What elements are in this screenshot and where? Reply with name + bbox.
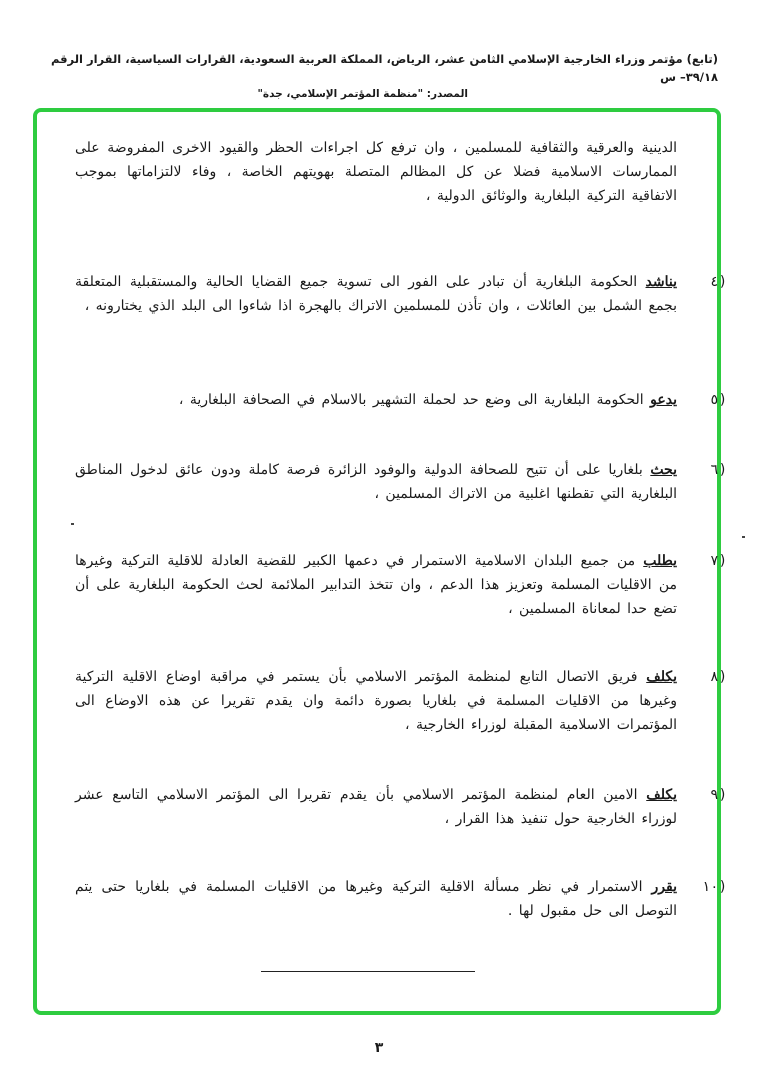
resolution-item-5: [75, 388, 727, 412]
item-text: [75, 665, 677, 737]
scan-speck: [742, 536, 745, 538]
resolution-item-9: [75, 783, 727, 831]
header-title: (تابع) مؤتمر وزراء الخارجية الإسلامي الثامن عشر، الرياض، المملكة العربية السعودية، القرارات السياسية، القرار الرقم ٣٩/١٨– س: [51, 52, 718, 84]
item-number: ٨): [710, 669, 727, 685]
item-number: ٤): [710, 274, 727, 290]
item-number: ٥): [710, 392, 727, 408]
item-number: ٩): [710, 787, 727, 803]
page-number: ٣: [374, 1040, 384, 1056]
item-lead-verb: يقرر: [651, 879, 677, 895]
scan-speck: [71, 523, 74, 525]
item-text: [75, 458, 677, 506]
item-body: الحكومة البلغارية أن تبادر على الفور الى تسوية جميع القضايا الحالية والمستقبلية المتعلقة بجمع الشمل بين العائلات ، وان تأذن للمسلمين الاتراك بالهجرة اذا شاءوا الى البلد الذي يختارونه ،: [75, 274, 677, 314]
item-text: [75, 549, 677, 621]
item-lead-verb: يناشد: [645, 274, 677, 290]
item-body: من جميع البلدان الاسلامية الاستمرار في دعمها الكبير للقضية العادلة للاقلية التركية وغيرها من الاقليات المسلمة وتعزيز هذا الدعم ، وان تتخذ التدابير الملائمة لحث الحكومة البلغارية على أن تضع حدا لمعاناة المسلمين ،: [75, 553, 677, 617]
item-lead-verb: يكلف: [646, 787, 677, 803]
item-number: ٦): [710, 462, 727, 478]
item-body: بلغاريا على أن تتيح للصحافة الدولية والوفود الزائرة فرصة كاملة ودون عائق لدخول المناطق البلغارية التي تقطنها اغلبية من الاتراك المسلمين ،: [75, 462, 677, 502]
item-number: ١٠): [701, 879, 727, 895]
item-body: الامين العام لمنظمة المؤتمر الاسلامي بأن يقدم تقريرا الى المؤتمر الاسلامي التاسع عشر لوزراء الخارجية حول تنفيذ هذا القرار ،: [75, 787, 677, 827]
item-body: الحكومة البلغارية الى وضع حد لحملة التشهير بالاسلام في الصحافة البلغارية ،: [178, 392, 651, 408]
item-lead-verb: يحث: [650, 462, 677, 478]
resolution-item-7: [75, 549, 727, 621]
item-text: [75, 388, 677, 412]
resolution-item-8: [75, 665, 727, 737]
item-body: الاستمرار في نظر مسألة الاقلية التركية وغيرها من الاقليات المسلمة في بلغاريا حتى يتم التوصل الى حل مقبول لها .: [75, 879, 677, 919]
document-header: [40, 50, 718, 102]
item-text: [75, 270, 677, 318]
item-text: [75, 783, 677, 831]
header-source: المصدر: "منظمة المؤتمر الإسلامي، جدة": [257, 88, 468, 100]
item-lead-verb: يطلب: [643, 553, 677, 569]
resolution-item-6: [75, 458, 727, 506]
item-number: ٧): [710, 553, 727, 569]
item-lead-verb: يكلف: [646, 669, 677, 685]
closing-rule: [261, 971, 475, 972]
item-body: فريق الاتصال التابع لمنظمة المؤتمر الاسلامي بأن يستمر في مراقبة اوضاع الاقلية التركية وغيرها من الاقليات المسلمة في بلغاريا بصورة دائمة وان يقدم تقريرا عن هذه الاوضاع الى المؤتمرات الاسلامية المقبلة لوزراء الخارجية ،: [75, 669, 677, 733]
resolution-item-4: [75, 270, 727, 318]
intro-text: الدينية والعرقية والثقافية للمسلمين ، وان ترفع كل اجراءات الحظر والقيود الاخرى المفروضة على الممارسات الاسلامية فضلا عن كل المظالم المتصلة بهويتهم الخاصة ، وفاء لالتزاماتها بموجب الاتفاقية التركية البلغارية والوثائق الدولية ،: [75, 140, 677, 204]
item-text: [75, 875, 677, 923]
item-lead-verb: يدعو: [650, 392, 677, 408]
resolution-item-10: [75, 875, 727, 923]
intro-paragraph: [75, 136, 677, 208]
